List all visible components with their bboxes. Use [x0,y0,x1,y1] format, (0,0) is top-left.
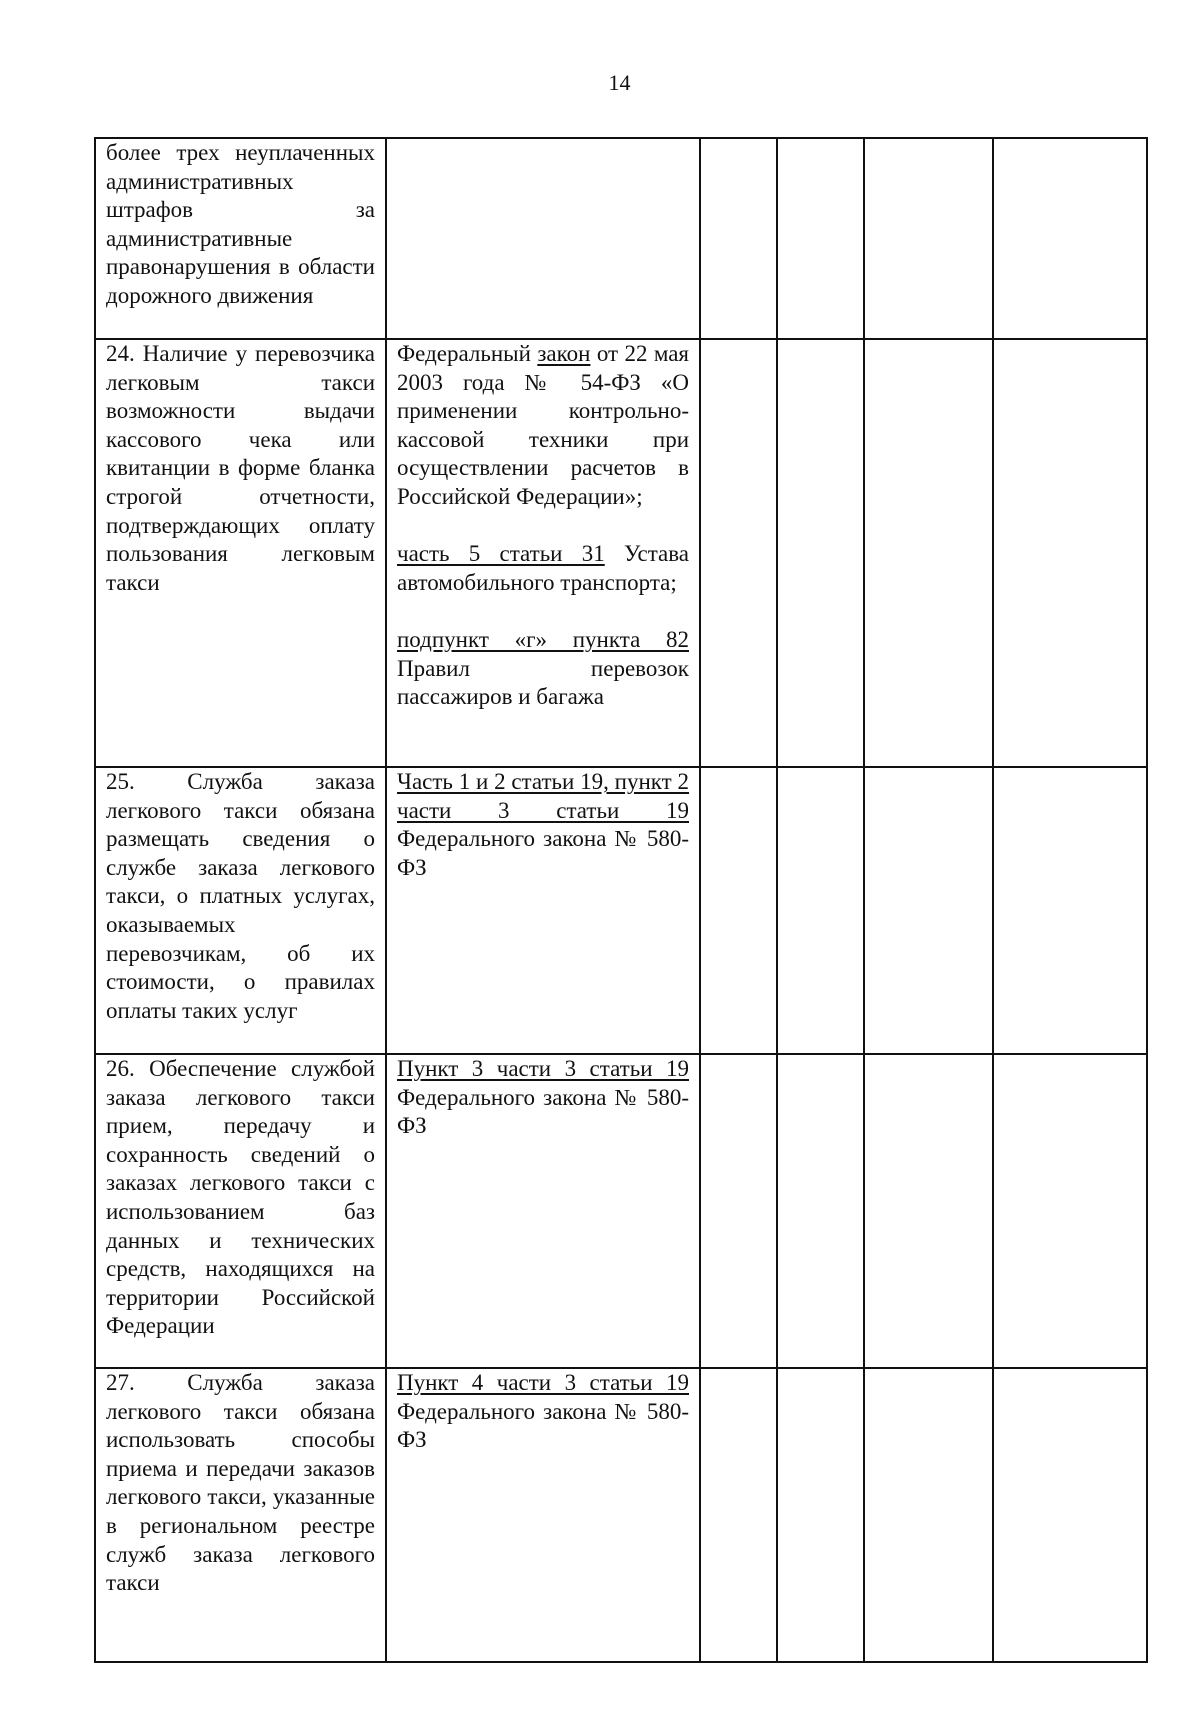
answer-cell-na [864,339,993,767]
legal-act-reference: часть 5 статьи 31 Устава автомобильного транспорта; [397,541,690,595]
answer-cell-na [864,1054,993,1368]
table-row [95,1368,1147,1662]
legal-act-link[interactable]: часть 5 статьи 31 [397,541,605,567]
legal-act-link[interactable]: Пункт 3 части 3 статьи 19 [397,1056,689,1081]
legal-act-link[interactable]: подпункт «г» пункта 82 [397,626,689,652]
answer-cell-yes [700,1368,777,1662]
legal-act-cell [386,339,700,767]
legal-act-reference: Федеральный закон от 22 мая 2003 года № 54-ФЗ «О применении контрольно-кассовой техники при осуществлении расчетов в Российской Федерации»; [397,341,690,509]
answer-cell-no [777,1368,864,1662]
legal-act-cell [386,138,700,339]
legal-act-cell [386,1368,700,1662]
notes-cell [993,767,1147,1054]
legal-act-link[interactable]: закон [537,341,591,366]
answer-cell-no [777,138,864,339]
answer-cell-yes [700,138,777,339]
requirement-cell: 24. Наличие у перевозчика легковым такси возможности выдачи кассового чека или квитанции в форме бланка строгой отчетности, подтверждающих оплату пользования легковым такси [95,339,386,767]
table-row [95,1054,1147,1368]
legal-act-cell [386,767,700,1054]
requirement-cell: более трех неуплаченных административных штрафов за административные правонарушения в области дорожного движения [95,138,386,339]
requirement-cell: 26. Обеспечение службой заказа легкового такси прием, передачу и сохранность сведений о заказах легкового такси с использованием баз данных и технических средств, находящихся на территории Российской Федерации [95,1054,386,1368]
notes-cell [993,1368,1147,1662]
checklist-table [94,137,1148,1663]
answer-cell-yes [700,767,777,1054]
answer-cell-yes [700,339,777,767]
table-row [95,138,1147,339]
notes-cell [993,339,1147,767]
answer-cell-no [777,339,864,767]
answer-cell-na [864,767,993,1054]
answer-cell-yes [700,1054,777,1368]
requirement-cell: 27. Служба заказа легкового такси обязана использовать способы приема и передачи заказов легкового такси, указанные в региональном реестре служб заказа легкового такси [95,1368,386,1662]
page-number: 14 [608,70,631,95]
legal-act-reference: Пункт 3 части 3 статьи 19 Федерального закона № 580-ФЗ [397,1056,689,1139]
answer-cell-na [864,1368,993,1662]
legal-act-reference: Пункт 4 части 3 статьи 19 Федерального закона № 580-ФЗ [397,1370,689,1453]
table-row [95,339,1147,767]
requirement-cell: 25. Служба заказа легкового такси обязана размещать сведения о службе заказа легкового такси, о платных услугах, оказываемых перевозчикам, об их стоимости, о правилах оплаты таких услуг [95,767,386,1054]
answer-cell-no [777,1054,864,1368]
legal-act-link[interactable]: Пункт 4 части 3 статьи 19 [397,1370,689,1395]
answer-cell-na [864,138,993,339]
table-row [95,767,1147,1054]
legal-act-link[interactable]: Часть 1 и 2 статьи 19, пункт 2 части 3 статьи 19 [397,769,689,823]
legal-act-reference: подпункт «г» пункта 82 Правил перевозок пассажиров и багажа [397,626,689,710]
answer-cell-no [777,767,864,1054]
notes-cell [993,1054,1147,1368]
notes-cell [993,138,1147,339]
legal-act-cell [386,1054,700,1368]
legal-act-reference: Часть 1 и 2 статьи 19, пункт 2 части 3 статьи 19 Федерального закона № 580-ФЗ [397,769,689,880]
